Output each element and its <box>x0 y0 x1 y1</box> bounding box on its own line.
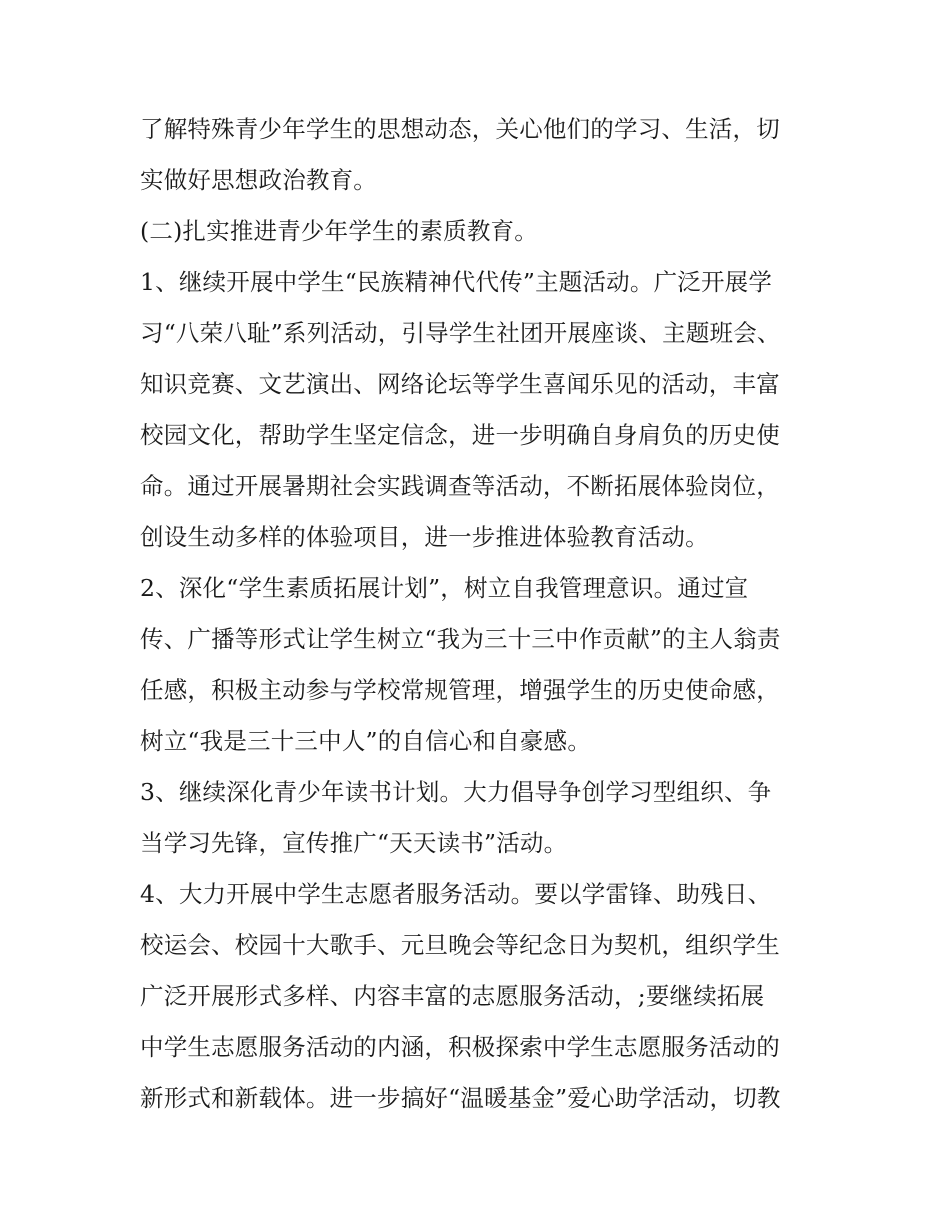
body-text <box>140 104 820 1124</box>
text-line: 知识竞赛、文艺演出、网络论坛等学生喜闻乐见的活动，丰富 <box>140 370 780 398</box>
text-line: 树立“我是三十三中人”的自信心和自豪感。 <box>140 727 592 755</box>
text-line: 校园文化，帮助学生坚定信念，进一步明确自身肩负的历史使 <box>140 421 780 449</box>
text-line: 了解特殊青少年学生的思想动态，关心他们的学习、生活，切 <box>140 115 780 143</box>
text-line: 习“八荣八耻”系列活动，引导学生社团开展座谈、主题班会、 <box>140 319 781 347</box>
text-line: 校运会、校园十大歌手、元旦晚会等纪念日为契机，组织学生 <box>140 931 780 959</box>
text-line: 传、广播等形式让学生树立“我为三十三中作贡献”的主人翁责 <box>140 625 781 653</box>
text-line: 中学生志愿服务活动的内涵，积极探索中学生志愿服务活动的 <box>140 1033 780 1061</box>
text-line: 4、大力开展中学生志愿者服务活动。要以学雷锋、助残日、 <box>140 880 772 908</box>
text-line: 2、深化“学生素质拓展计划”，树立自我管理意识。通过宣 <box>140 574 749 602</box>
text-line: 创设生动多样的体验项目，进一步推进体验教育活动。 <box>140 523 709 551</box>
text-line: 任感，积极主动参与学校常规管理，增强学生的历史使命感， <box>140 676 780 704</box>
text-line: 1、继续开展中学生“民族精神代代传”主题活动。广泛开展学 <box>140 268 773 296</box>
section-heading: (二)扎实推进青少年学生的素质教育。 <box>140 217 538 245</box>
text-line: 3、继续深化青少年读书计划。大力倡导争创学习型组织、争 <box>140 778 772 806</box>
text-line: 当学习先锋，宣传推广“天天读书”活动。 <box>140 829 568 857</box>
text-line: 命。通过开展暑期社会实践调查等活动，不断拓展体验岗位， <box>140 472 780 500</box>
text-line: 新形式和新载体。进一步搞好“温暖基金”爱心助学活动，切教 <box>140 1084 781 1112</box>
text-line: 实做好思想政治教育。 <box>140 166 377 194</box>
text-line: 广泛开展形式多样、内容丰富的志愿服务活动，;要继续拓展 <box>140 982 765 1010</box>
